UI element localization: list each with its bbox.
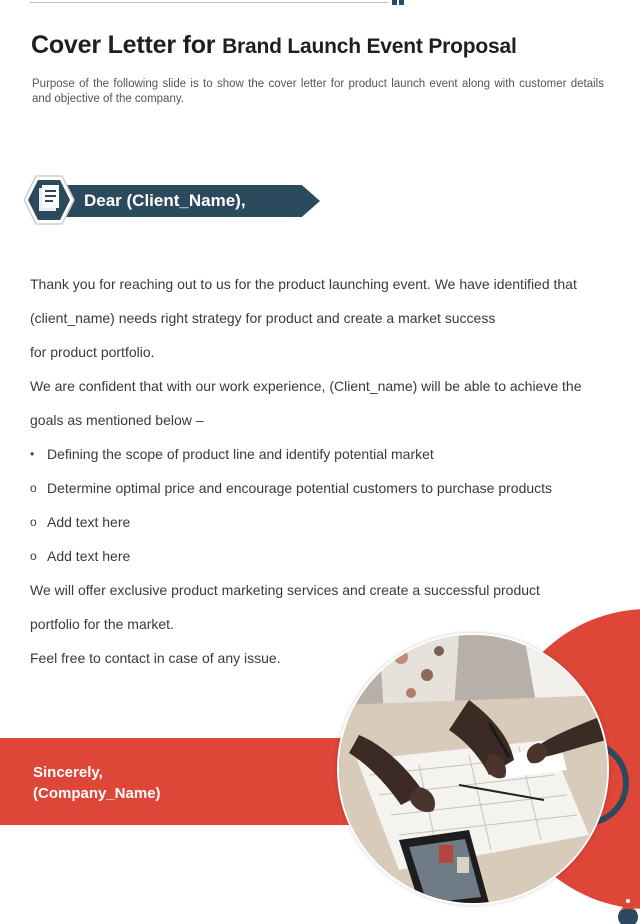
rocket-icon <box>617 890 639 924</box>
goal-text: Defining the scope of product line and identify potential market <box>47 446 434 462</box>
signature-company: (Company_Name) <box>33 785 161 802</box>
closing-line: portfolio for the market. <box>30 616 174 632</box>
goal-list-item <box>30 505 600 539</box>
top-marker-square <box>399 0 404 5</box>
bullet-marker: • <box>30 447 35 461</box>
goal-list-item <box>30 539 600 573</box>
top-marker-square <box>392 0 397 5</box>
title-part-1: Cover Letter for <box>31 31 216 59</box>
closing-line: We will offer exclusive product marketing services and create a successful product <box>30 582 540 598</box>
title-part-2: Brand Launch Event Proposal <box>222 35 517 58</box>
goal-text: Add text here <box>47 548 131 564</box>
page-title <box>31 31 517 60</box>
goal-text: Determine optimal price and encourage potential customers to purchase products <box>47 480 553 496</box>
body-line: (client_name) needs right strategy for product and create a market success <box>30 310 496 326</box>
goal-text: Add text here <box>47 514 131 530</box>
bullet-marker: o <box>30 481 37 495</box>
body-line: Thank you for reaching out to us for the product launching event. We have identified that <box>30 276 577 292</box>
bullet-marker: o <box>30 515 37 529</box>
top-divider-line <box>30 2 388 3</box>
signature-block <box>33 762 161 804</box>
body-line: goals as mentioned below – <box>30 412 204 428</box>
body-line: for product portfolio. <box>30 344 155 360</box>
closing-line: Feel free to contact in case of any issue. <box>30 650 281 666</box>
letter-body <box>30 267 600 675</box>
signature-closing: Sincerely, <box>33 764 103 781</box>
bullet-marker: o <box>30 549 37 563</box>
goal-list-item <box>30 437 600 471</box>
team-planning-photo <box>339 635 607 903</box>
salutation-text: Dear (Client_Name), <box>84 191 246 210</box>
goal-list-item <box>30 471 600 505</box>
page-subtitle: Purpose of the following slide is to show the cover letter for product launch event along with customer details and objective of the company. <box>32 78 604 105</box>
body-line: We are confident that with our work experience, (Client_name) will be able to achieve the <box>30 378 582 394</box>
document-icon <box>23 175 75 225</box>
